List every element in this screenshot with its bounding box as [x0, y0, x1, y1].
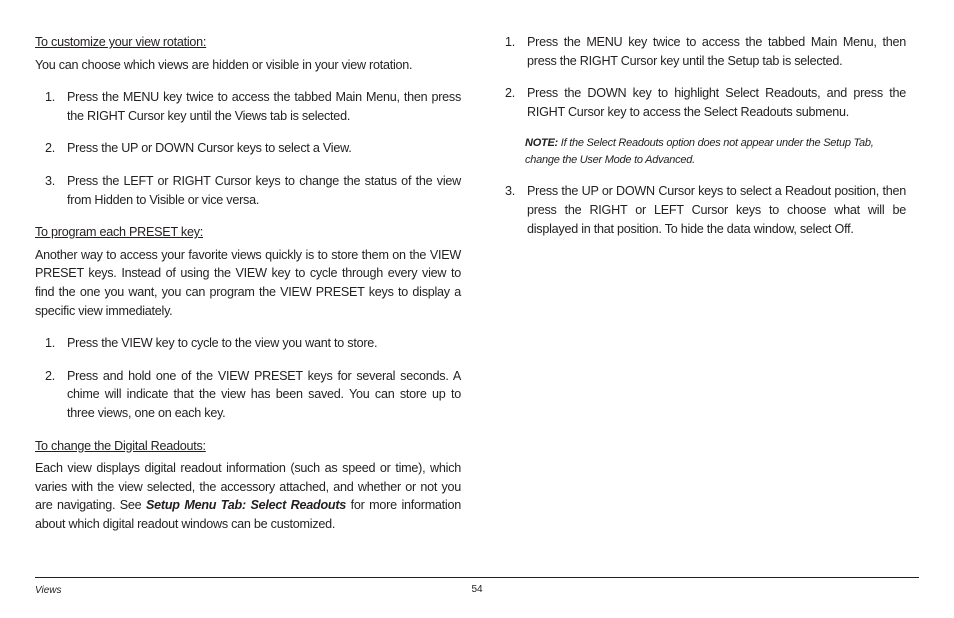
page-number: 54 [471, 584, 483, 595]
step-text: Press the LEFT or RIGHT Cursor keys to change the status of the view from Hidden to Visible or vice versa. [67, 173, 461, 207]
heading-customize-view-rotation: To customize your view rotation: [35, 35, 207, 49]
step-text: Press and hold one of the VIEW PRESET keys for several seconds. A chime will indicate that the view has been saved. You can store up to three views, one on each key. [67, 368, 461, 420]
left-column [35, 33, 461, 533]
list-item [35, 139, 461, 158]
note [525, 135, 906, 168]
paragraph-digital-readouts [35, 459, 461, 533]
list-item [35, 88, 461, 125]
steps-select-readouts [503, 33, 906, 121]
readouts-text-before: Each view displays digital readout information (such as speed or time), which varies with the view selected, the accessory attached, and whether or not you are navigating. See [35, 461, 461, 513]
step-number: 2. [505, 86, 516, 101]
step-text: Press the UP or DOWN Cursor keys to select a View. [67, 141, 352, 156]
heading-change-digital-readouts: To change the Digital Readouts: [35, 438, 206, 453]
step-text: Press the VIEW key to cycle to the view you want to store. [67, 336, 378, 351]
note-text: If the Select Readouts option does not appear under the Setup Tab, change the User Mode to Advanced. [525, 137, 874, 166]
step-number: 3. [505, 184, 516, 199]
step-number: 1. [505, 35, 516, 49]
step-number: 1. [45, 336, 56, 351]
step-number: 2. [45, 141, 56, 156]
right-column [503, 33, 906, 252]
steps-view-rotation [35, 88, 461, 209]
steps-preset [35, 334, 461, 422]
list-item [503, 182, 906, 238]
step-text: Press the MENU key twice to access the tabbed Main Menu, then press the RIGHT Cursor key until the Views tab is selected. [67, 90, 461, 123]
list-item [503, 33, 906, 70]
step-number: 3. [45, 173, 56, 188]
step-number: 2. [45, 368, 56, 383]
paragraph-preset-intro: Another way to access your favorite views quickly is to store them on the VIEW PRESET keys. Instead of using the VIEW key to cycle through every view to find the one you want, you can program the VIEW PRESET keys to display a specific view immediately. [35, 247, 461, 318]
paragraph-view-rotation-intro: You can choose which views are hidden or visible in your view rotation. [35, 57, 413, 72]
footer-section-name: Views [35, 585, 62, 596]
step-number: 1. [45, 90, 56, 105]
list-item [35, 367, 461, 423]
list-item [503, 84, 906, 121]
note-label: NOTE: [525, 137, 558, 150]
list-item [35, 172, 461, 209]
readouts-text-after: for more information about which digital readout windows can be customized. [35, 498, 461, 531]
step-text: Press the UP or DOWN Cursor keys to select a Readout position, then press the RIGHT or LEFT Cursor keys to choose what will be displayed in that position. To hide the data window, select Off. [527, 184, 906, 236]
steps-select-readouts-continued [503, 182, 906, 238]
step-text: Press the MENU key twice to access the tabbed Main Menu, then press the RIGHT Cursor key until the Setup tab is selected. [527, 35, 906, 68]
footer-divider [35, 577, 919, 578]
list-item [35, 334, 461, 353]
heading-program-preset-key: To program each PRESET key: [35, 225, 204, 240]
cross-reference-setup-menu-tab: Setup Menu Tab: Select Readouts [146, 498, 347, 513]
step-text: Press the DOWN key to highlight Select Readouts, and press the RIGHT Cursor key to access the Select Readouts submenu. [527, 86, 906, 119]
